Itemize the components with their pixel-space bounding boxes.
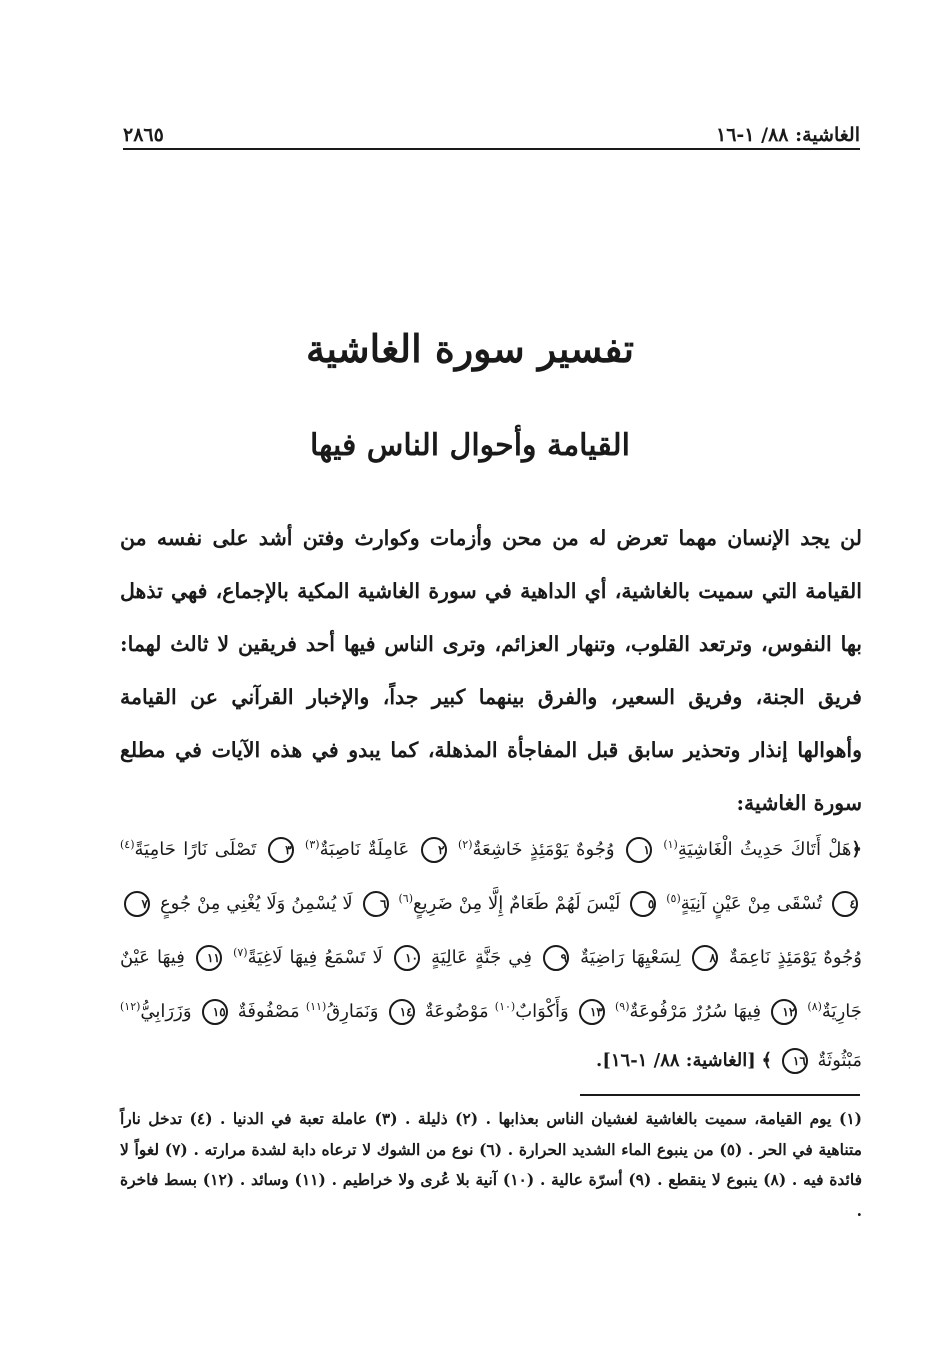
verse-text: مَوْضُوعَةٌ <box>424 1001 489 1022</box>
verse-text: لَيْسَ لَهُمْ طَعَامٌ إِلَّا مِنْ ضَرِيعٍ <box>413 893 621 914</box>
page-title: تفسير سورة الغاشية <box>305 326 635 371</box>
footnote-line: (٧) لغواً لا فائدة فيه . (٨) ينبوع لا ينقطع . (٩) أسرّة عالية . (١٠) آنية بلا عُرى ولا خراطيم . <box>120 1139 862 1189</box>
verse-close-bracket: ﴾ <box>761 1050 773 1071</box>
verse-footnote-ref: (٧) <box>233 946 248 959</box>
verse-number-marker: ٢ <box>421 837 447 863</box>
verse-footnote-ref: (١١) <box>305 1000 327 1013</box>
verse-text: تُسْقَى مِنْ عَيْنٍ آنِيَةٍ <box>680 893 823 914</box>
footnote-line: (١) يوم القيامة، سميت بالغاشية لغشيان الناس بعذابها . (٢) ذليلة . (٣) عاملة تعبة في الدنيا . (٤) تدخل ناراً متناهية في الحر . (٥) من ينبوع الماء الشديد الحرارة . (٦) نوع من الشوك لا ترعاه دابة لشدة مرارته . <box>120 1109 862 1159</box>
verse-number-marker: ٣ <box>268 837 294 863</box>
verse-footnote-ref: (٥) <box>666 892 681 905</box>
verse-number-marker: ١٤ <box>389 999 415 1025</box>
verse-footnote-ref: (٤) <box>120 838 135 851</box>
running-header <box>123 112 860 146</box>
verse-footnote-ref: (٢) <box>457 838 473 851</box>
verse-text: وُجُوهٌ يَوْمَئِذٍ خَاشِعَةٌ <box>472 839 615 860</box>
verse-footnote-ref: (٨) <box>807 1000 822 1013</box>
verse-number-marker: ١٥ <box>202 999 228 1025</box>
verse-text: عَامِلَةٌ نَاصِبَةٌ <box>319 839 410 860</box>
verse-text: لَا يُسْمِنُ وَلَا يُغْنِي مِنْ جُوعٍ <box>159 893 353 914</box>
section-subtitle: القيامة وأحوال الناس فيها <box>310 428 630 463</box>
verse-number-marker: ٤ <box>832 891 858 917</box>
verse-footnote-ref: (٣) <box>305 838 320 851</box>
verse-text: فِيهَا سُرُرٌ مَرْفُوعَةٌ <box>629 1001 762 1022</box>
verse-text: لِسَعْيِهَا رَاضِيَةٌ <box>580 947 681 968</box>
verse-footnote-ref: (١٢) <box>120 1000 141 1013</box>
verse-reference: [الغاشية: ٨٨/ ١-١٦]. <box>596 1050 756 1071</box>
page-number: ٢٨٦٥ <box>123 124 164 146</box>
verse-open-bracket: ﴿ <box>851 839 862 860</box>
verse-number-marker: ١٣ <box>579 999 605 1025</box>
footnotes <box>120 1104 862 1226</box>
verse-number-marker: ٨ <box>692 945 718 971</box>
surah-reference: الغاشية: ٨٨/ ١-١٦ <box>715 124 860 146</box>
header-rule <box>123 148 860 150</box>
intro-paragraph: لن يجد الإنسان مهما تعرض له من محن وأزمات وكوارث وفتن أشد على نفسه من القيامة التي سميت بالغاشية، أي الداهية في سورة الغاشية المكية بالإجماع، فهي تذهل بها النفوس، وترتعد القلوب، وتنهار العزائم، وترى الناس فيها أحد فريقين لا ثالث لهما: فريق الجنة، وفريق السعير، والفرق بينهما كبير جداً، والإخبار القرآني عن القيامة وأهوالها إنذار وتحذير سابق قبل المفاجأة المذهلة، كما يبدو في هذه الآيات في مطلع سورة الغاشية: <box>120 526 862 815</box>
quran-verses <box>120 820 862 1085</box>
verse-text: وَزَرَابِيُّ <box>140 1001 192 1022</box>
verse-number-marker: ١١ <box>196 945 222 971</box>
verse-text: فِيهَا عَيْنٌ جَارِيَةٌ <box>120 947 862 1022</box>
verse-text: فِي جَنَّةٍ عَالِيَةٍ <box>431 947 532 968</box>
verse-text: هَلْ أَتَاكَ حَدِيثُ الْغَاشِيَةِ <box>677 839 852 860</box>
verse-number-marker: ١٢ <box>771 999 797 1025</box>
verse-number-marker: ١٦ <box>782 1048 808 1074</box>
footnote-rule <box>580 1094 860 1096</box>
verse-number-marker: ٧ <box>124 891 150 917</box>
verse-number-marker: ١ <box>626 837 652 863</box>
verse-footnote-ref: (١٠) <box>494 1000 516 1013</box>
footnote-line: (١١) وسائد . (١٢) بسط فاخرة . <box>120 1170 862 1220</box>
verse-text: تَصْلَى نَارًا حَامِيَةً <box>134 839 257 860</box>
verse-number-marker: ٦ <box>363 891 389 917</box>
verse-text: مَبْثُوثَةٌ <box>817 1050 862 1071</box>
verse-text: مَصْفُوفَةٌ <box>237 1001 300 1022</box>
verse-footnote-ref: (٦) <box>398 892 414 905</box>
verse-number-marker: ٥ <box>630 891 656 917</box>
verse-number-marker: ٩ <box>543 945 569 971</box>
verse-text: وَأَكْوَابٌ <box>515 1001 569 1022</box>
verse-text: وَنَمَارِقُ <box>326 1001 379 1022</box>
verse-text: لَا تَسْمَعُ فِيهَا لَاغِيَةً <box>247 947 383 968</box>
verse-text: وُجُوهٌ يَوْمَئِذٍ نَاعِمَةٌ <box>729 947 862 968</box>
verse-footnote-ref: (١) <box>663 838 678 851</box>
verse-footnote-ref: (٩) <box>614 1000 630 1013</box>
verse-number-marker: ١٠ <box>394 945 420 971</box>
